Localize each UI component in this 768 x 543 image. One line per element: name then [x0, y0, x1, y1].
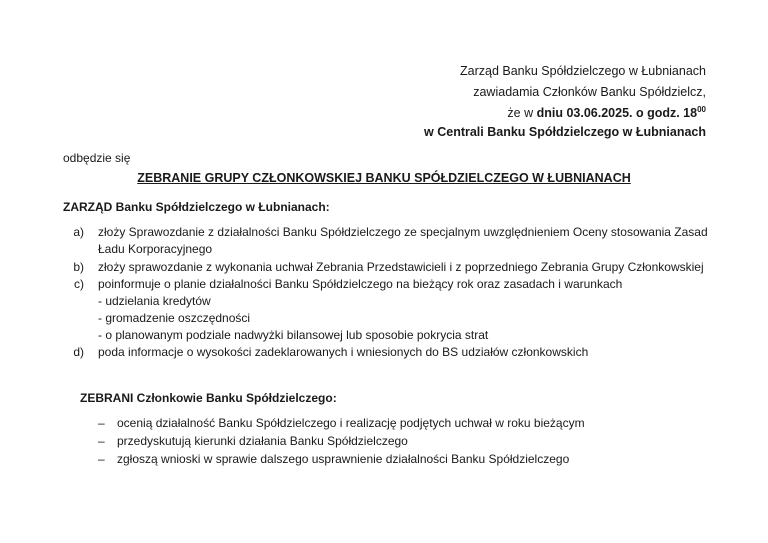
meeting-time-minutes: 00: [697, 105, 706, 114]
zebrani-item-2: przedyskutują kierunki działania Banku Spółdzielczego: [117, 434, 408, 448]
item-b-text: złoży sprawozdanie z wykonania uchwał Zebrania Przedstawicieli i z poprzedniego Zebrania Grupy Członkowskiej: [98, 260, 704, 274]
item-b-label: b): [73, 260, 84, 274]
item-a-continuation: Ładu Korporacyjnego: [98, 242, 213, 256]
dash-bullet: –: [98, 452, 105, 466]
intro-text: odbędzie się: [63, 151, 131, 165]
zarzad-heading: ZARZĄD Banku Spółdzielczego w Łubnianach:: [63, 200, 330, 214]
item-a-text: złoży Sprawozdanie z działalności Banku Spółdzielczego ze specjalnym uwzględnieniem Oceny stosowania Zasad: [98, 225, 708, 239]
header-line-3: [507, 105, 706, 120]
header-line-2: [473, 85, 706, 99]
item-d-text: poda informacje o wysokości zadeklarowanych i wniesionych do BS udziałów członkowskich: [98, 345, 589, 359]
item-c-label: c): [74, 277, 84, 291]
item-c-text: poinformuje o planie działalności Banku Spółdzielczego na bieżący rok oraz zasadach i warunkach: [98, 277, 623, 291]
item-a-label: a): [73, 225, 84, 239]
dash-bullet: –: [98, 434, 105, 448]
dash-bullet: –: [98, 416, 105, 430]
zebrani-item-1: ocenią działalność Banku Spółdzielczego i realizację podjętych uchwał w roku bieżącym: [117, 416, 585, 430]
item-c-sub-3: - o planowanym podziale nadwyżki bilansowej lub sposobie pokrycia strat: [98, 328, 489, 342]
meeting-title: ZEBRANIE GRUPY CZŁONKOWSKIEJ BANKU SPÓŁDZIELCZEGO W ŁUBNIANACH: [137, 171, 631, 185]
header-line-4: w Centrali Banku Spółdzielczego w Łubnianach: [424, 125, 706, 139]
zebrani-heading: ZEBRANI Członkowie Banku Spółdzielczego:: [80, 391, 337, 405]
header-line-2-text: zawiadamia Członków Banku Spółdzielcz,: [473, 85, 706, 99]
meeting-date: dniu 03.06.2025. o godz. 18: [536, 106, 698, 120]
header-line-1: Zarząd Banku Spółdzielczego w Łubnianach: [460, 64, 706, 78]
item-c-sub-1: - udzielania kredytów: [98, 294, 211, 308]
item-d-label: d): [73, 345, 84, 359]
item-c-sub-2: - gromadzenie oszczędności: [98, 311, 251, 325]
header-line-3-prefix: że w: [507, 106, 537, 120]
zebrani-item-3: zgłoszą wnioski w sprawie dalszego usprawnienie działalności Banku Spółdzielczego: [117, 452, 570, 466]
